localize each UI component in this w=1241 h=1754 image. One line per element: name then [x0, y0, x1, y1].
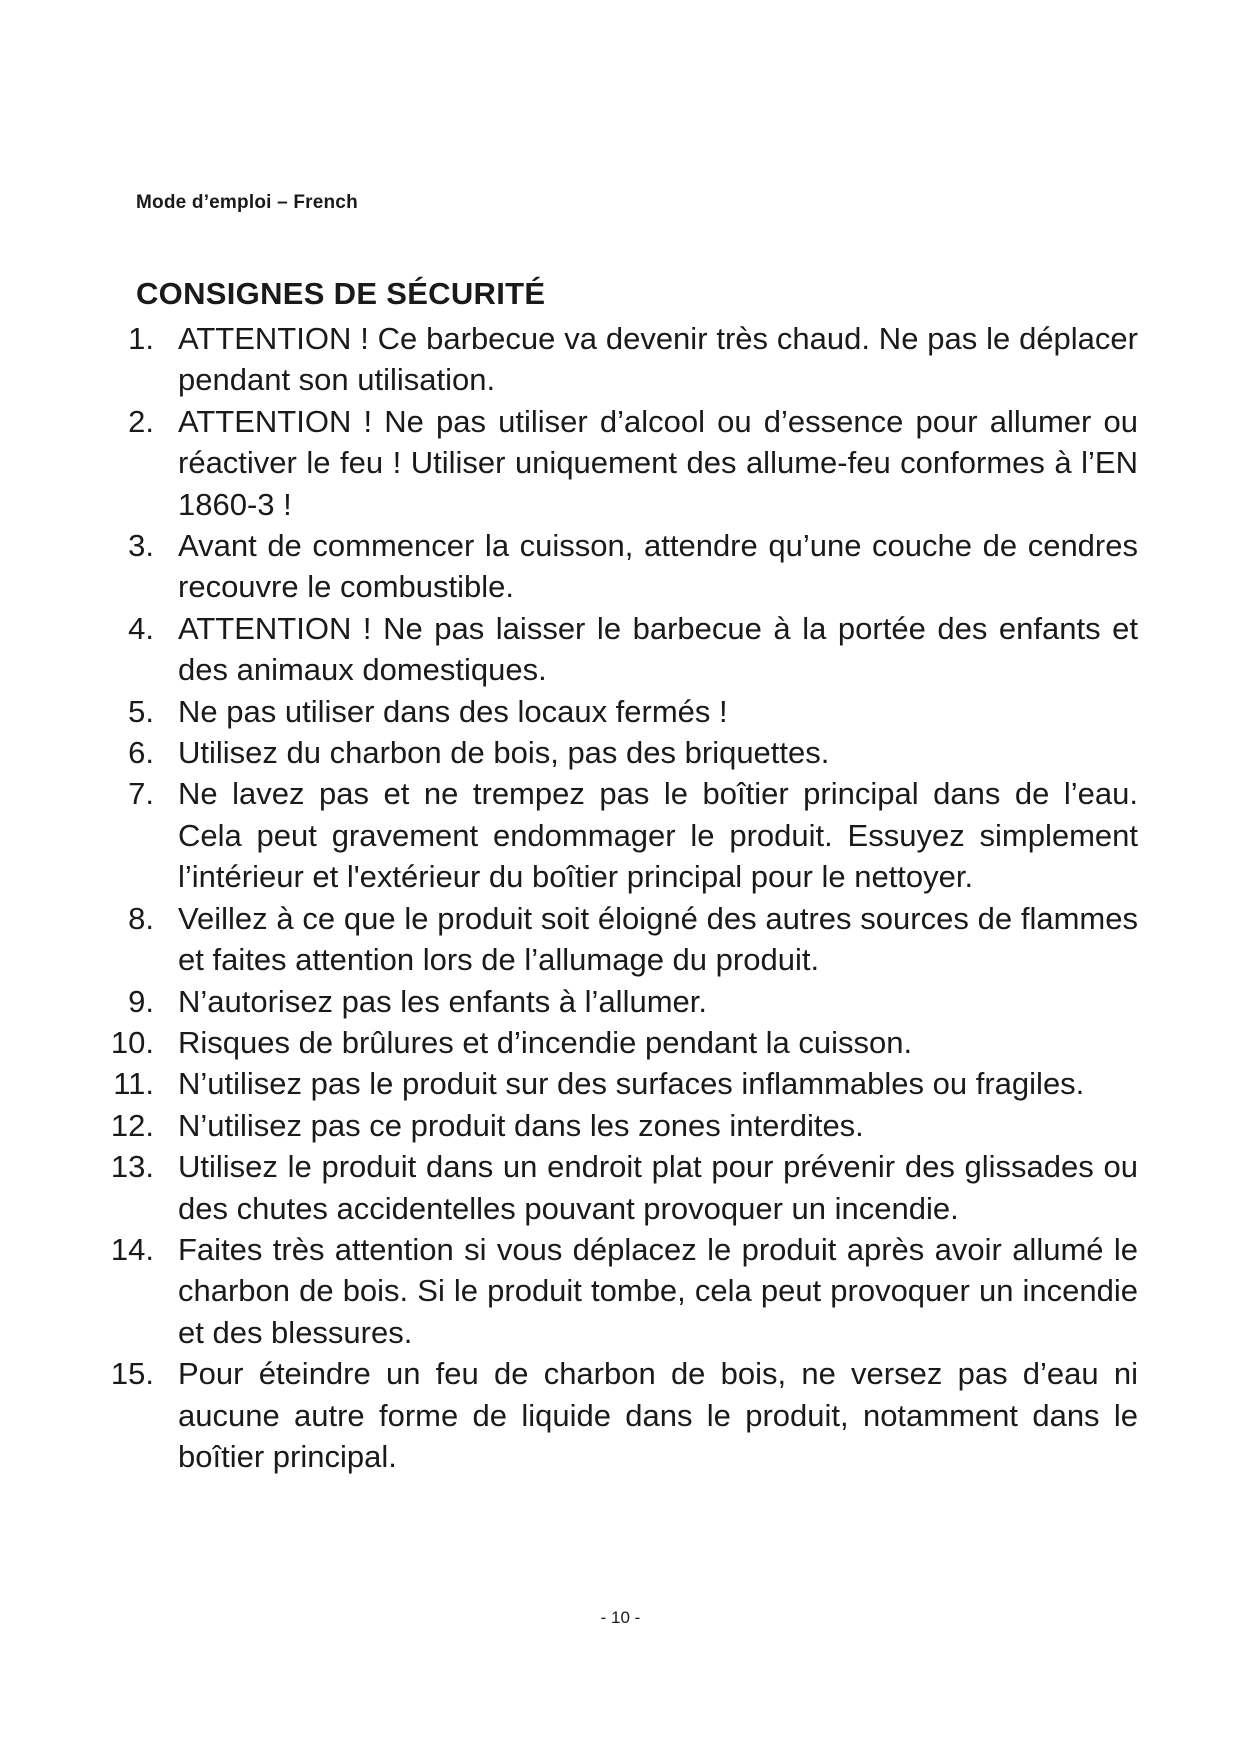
item-number: 12. — [110, 1107, 154, 1143]
item-number: 1. — [128, 321, 154, 356]
item-text: Ne pas utiliser dans des locaux fermés ! — [178, 693, 728, 729]
item-number: 7. — [128, 776, 154, 812]
instruction-item — [108, 1146, 1138, 1229]
instruction-item — [108, 1105, 1138, 1146]
safety-instructions-list — [108, 318, 1138, 1477]
instruction-item — [108, 732, 1138, 773]
item-number: 2. — [128, 403, 154, 439]
instruction-item — [108, 1229, 1138, 1353]
item-text: N’autorisez pas les enfants à l’allumer. — [178, 983, 707, 1019]
item-number: 10. — [110, 1024, 154, 1060]
item-text: N’utilisez pas ce produit dans les zones interdites. — [178, 1107, 864, 1143]
item-number: 14. — [110, 1231, 154, 1267]
item-text: Utilisez du charbon de bois, pas des briquettes. — [178, 735, 830, 771]
manual-language-label: Mode d’emploi – French — [136, 192, 358, 213]
item-number: 13. — [110, 1149, 154, 1185]
instruction-item — [108, 1353, 1138, 1477]
instruction-item — [108, 525, 1138, 608]
instruction-item — [108, 401, 1138, 525]
item-text: Avant de commencer la cuisson, attendre qu’une couche de cendres recouvre le combustible. — [178, 528, 1138, 605]
instruction-item — [108, 898, 1138, 981]
instruction-item — [108, 773, 1138, 897]
page-number: - 10 - — [600, 1608, 641, 1627]
item-text: Pour éteindre un feu de charbon de bois, ne versez pas d’eau ni aucune autre forme de liquide dans le produit, notamment dans le boîtier principal. — [178, 1356, 1138, 1474]
section-title: CONSIGNES DE SÉCURITÉ — [136, 276, 546, 311]
item-number: 3. — [128, 528, 154, 564]
item-text: Veillez à ce que le produit soit éloigné des autres sources de flammes et faites attention lors de l’allumage du produit. — [178, 900, 1138, 978]
item-number: 11. — [113, 1066, 154, 1102]
item-text: ATTENTION ! Ne pas utiliser d’alcool ou d’essence pour allumer ou réactiver le feu ! Utiliser uniquement des allume-feu conformes à l’EN 1860-3 ! — [178, 403, 1138, 522]
instruction-item — [108, 691, 1138, 732]
item-number: 8. — [128, 900, 154, 936]
instruction-item — [108, 1063, 1138, 1104]
item-number: 9. — [128, 983, 154, 1019]
item-text: Ne lavez pas et ne trempez pas le boîtier principal dans de l’eau. Cela peut gravement endommager le produit. Essuyez simplement l’intérieur et l'extérieur du boîtier principal pour le nettoyer. — [178, 776, 1138, 895]
item-text: Faites très attention si vous déplacez le produit après avoir allumé le charbon de bois. Si le produit tombe, cela peut provoquer un incendie et des blessures. — [178, 1231, 1138, 1350]
item-text: ATTENTION ! Ce barbecue va devenir très chaud. Ne pas le déplacer pendant son utilisation. — [178, 321, 1138, 398]
instruction-item — [108, 1022, 1138, 1063]
item-number: 5. — [128, 693, 154, 729]
item-number: 4. — [128, 610, 154, 646]
instruction-item — [108, 608, 1138, 691]
item-text: Risques de brûlures et d’incendie pendant la cuisson. — [178, 1024, 913, 1060]
item-number: 15. — [110, 1356, 154, 1392]
instruction-item — [108, 981, 1138, 1022]
item-number: 6. — [128, 735, 154, 771]
instruction-item — [108, 318, 1138, 401]
item-text: ATTENTION ! Ne pas laisser le barbecue à la portée des enfants et des animaux domestiques. — [178, 610, 1138, 688]
item-text: Utilisez le produit dans un endroit plat pour prévenir des glissades ou des chutes accidentelles pouvant provoquer un incendie. — [178, 1149, 1138, 1226]
item-text: N’utilisez pas le produit sur des surfaces inflammables ou fragiles. — [178, 1066, 1085, 1102]
